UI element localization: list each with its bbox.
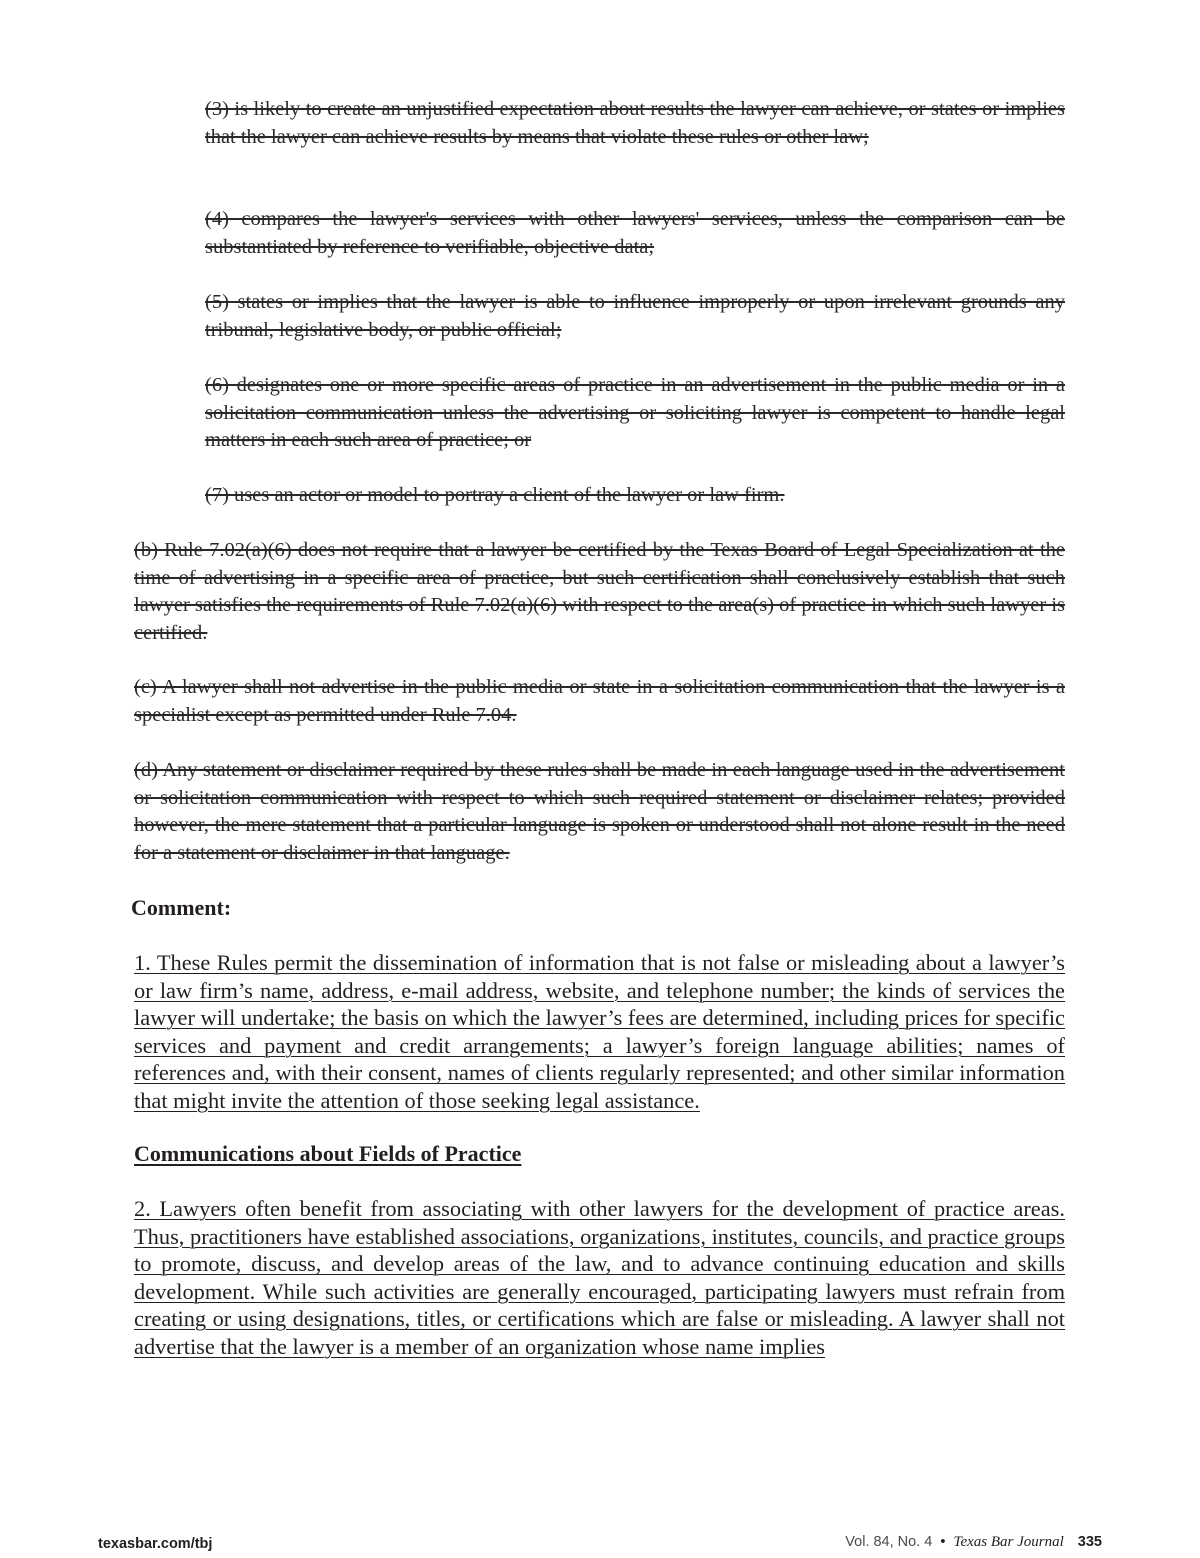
comment-paragraph-2: 2. Lawyers often benefit from associating with other lawyers for the development of practice areas. Thus, practitioners have established associations, organizations, institutes, councils, and practice groups to promote, discuss, and develop areas of the law, and to advance continuing education and skills development. While such activities are generally encouraged, participating lawyers must refrain from creating or using designations, titles, or certifications which are false or misleading. A lawyer shall not advertise that the lawyer is a member of an organization whose name implies xyxy=(134,1196,1065,1359)
footer-website: texasbar.com/tbj xyxy=(98,1536,213,1552)
struck-section-d: (d) Any statement or disclaimer required by these rules shall be made in each language used in the advertisement or solicitation communication with respect to which such required statement or disclaimer relates; provided however, the mere statement that a particular language is spoken or understood shall not alone result in the need for a statement or disclaimer in that language. xyxy=(134,759,1065,864)
struck-item-5: (5) states or implies that the lawyer is able to influence improperly or upon irrelevant grounds any tribunal, legislative body, or public official; xyxy=(205,291,1065,341)
footer-journal-title: Texas Bar Journal xyxy=(953,1534,1064,1550)
struck-item-4: (4) compares the lawyer's services with other lawyers' services, unless the comparison can be substantiated by reference to verifiable, objective data; xyxy=(205,208,1065,258)
footer-bullet: • xyxy=(940,1534,946,1550)
struck-item-3: (3) is likely to create an unjustified expectation about results the lawyer can achieve, or states or implies that the lawyer can achieve results by means that violate these rules or other law; xyxy=(205,98,1065,148)
struck-section-c: (c) A lawyer shall not advertise in the public media or state in a solicitation communication that the lawyer is a specialist except as permitted under Rule 7.04. xyxy=(134,676,1065,726)
comment-paragraph-1: 1. These Rules permit the dissemination of information that is not false or misleading about a lawyer’s or law firm’s name, address, e-mail address, website, and telephone number; the kinds of services the lawyer will undertake; the basis on which the lawyer’s fees are determined, including prices for specific services and payment and credit arrangements; a lawyer’s foreign language abilities; names of references and, with their consent, names of clients regularly represented; and other similar information that might invite the attention of those seeking legal assistance. xyxy=(134,950,1065,1113)
struck-item-6: (6) designates one or more specific areas of practice in an advertisement in the public media or in a solicitation communication unless the advertising or soliciting lawyer is competent to handle legal matters in each such area of practice; or xyxy=(205,374,1065,451)
struck-item-7: (7) uses an actor or model to portray a client of the lawyer or law firm. xyxy=(205,484,785,506)
comment-heading: Comment: xyxy=(131,895,232,920)
footer-journal-info xyxy=(845,1534,1102,1551)
footer-volume: Vol. 84, No. 4 xyxy=(845,1534,933,1550)
footer-page-number: 335 xyxy=(1077,1534,1102,1550)
struck-section-b: (b) Rule 7.02(a)(6) does not require that a lawyer be certified by the Texas Board of Legal Specialization at the time of advertising in a specific area of practice, but such certification shall conclusively establish that such lawyer satisfies the requirements of Rule 7.02(a)(6) with respect to the area(s) of practice in which such lawyer is certified. xyxy=(134,539,1065,644)
fields-of-practice-subheading: Communications about Fields of Practice xyxy=(134,1141,522,1166)
